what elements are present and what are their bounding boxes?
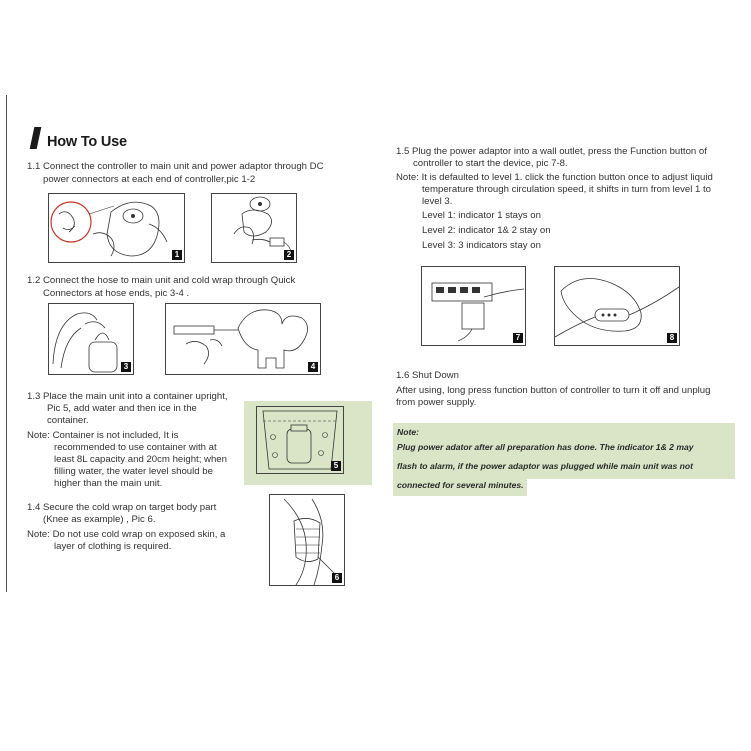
note-2-line-2: layer of clothing is required. xyxy=(54,541,172,552)
picture-4 xyxy=(165,303,321,375)
section-1-6-line-2: from power supply. xyxy=(396,397,477,408)
note-2-line-1: Note: Do not use cold wrap on exposed skin, a xyxy=(27,529,226,540)
note-3-line-3: level 3. xyxy=(422,196,453,207)
note-3-line-2: temperature through circulation speed, it shifts in turn from level 1 to xyxy=(422,184,712,195)
controller-to-unit-illustration xyxy=(49,194,184,262)
picture-1 xyxy=(48,193,185,263)
note-box-line-2: flash to alarm, if the power adaptor was plugged while main unit was not xyxy=(397,461,694,471)
section-1-3-line-2: Pic 5, add water and then ice in the xyxy=(47,403,197,414)
picture-7-number: 7 xyxy=(513,333,523,343)
cold-wrap-on-knee-illustration xyxy=(270,495,344,585)
page-title: How To Use xyxy=(47,134,127,150)
controller-in-hand-illustration xyxy=(555,267,679,345)
level-3-text: Level 3: 3 indicators stay on xyxy=(422,240,541,251)
section-1-2-line-2: Connectors at hose ends, pic 3-4 . xyxy=(43,288,190,299)
note-box-line-3: connected for several minutes. xyxy=(397,480,524,490)
picture-4-number: 4 xyxy=(308,362,318,372)
section-1-2-line-1: 1.2 Connect the hose to main unit and cold wrap through Quick xyxy=(27,275,296,286)
section-1-5-line-2: controller to start the device, pic 7-8. xyxy=(413,158,568,169)
note-1-line-1: Note: Container is not included, It is xyxy=(27,430,179,441)
picture-6-number: 6 xyxy=(332,573,342,583)
note-box-label: Note: xyxy=(397,427,419,437)
note-1-line-5: higher than the main unit. xyxy=(54,478,163,489)
picture-3 xyxy=(48,303,134,375)
picture-6 xyxy=(269,494,345,586)
note-box-line-1: Plug power adator after all preparation has done. The indicator 1& 2 may xyxy=(397,442,694,452)
picture-2-number: 2 xyxy=(284,250,294,260)
picture-1-number: 1 xyxy=(172,250,182,260)
note-1-line-4: filling water, the water level should be xyxy=(54,466,213,477)
note-3-line-1: Note: It is defaulted to level 1. click the function button once to adjust liquid xyxy=(396,172,713,183)
section-1-3-line-1: 1.3 Place the main unit into a container upright, xyxy=(27,391,228,402)
section-1-5-line-1: 1.5 Plug the power adaptor into a wall outlet, press the Function button of xyxy=(396,146,707,157)
picture-5 xyxy=(256,406,344,474)
note-1-line-3: least 8L capacity and 20cm height; when xyxy=(54,454,227,465)
left-margin-rule xyxy=(6,95,7,592)
picture-8-number: 8 xyxy=(667,333,677,343)
level-2-text: Level 2: indicator 1& 2 stay on xyxy=(422,225,551,236)
section-1-4-line-1: 1.4 Secure the cold wrap on target body part xyxy=(27,502,217,513)
picture-8 xyxy=(554,266,680,346)
wall-outlet-illustration xyxy=(422,267,525,345)
section-1-3-line-3: container. xyxy=(47,415,89,426)
section-1-1-line-1: 1.1 Connect the controller to main unit and power adaptor through DC xyxy=(27,161,324,172)
picture-3-number: 3 xyxy=(121,362,131,372)
section-1-6-line-1: After using, long press function button of controller to turn it off and unplug xyxy=(396,385,711,396)
section-1-6-title: 1.6 Shut Down xyxy=(396,370,459,381)
section-1-4-line-2: (Knee as example) , Pic 6. xyxy=(43,514,156,525)
section-1-1-line-2: power connectors at each end of controller,pic 1-2 xyxy=(43,174,256,185)
picture-7 xyxy=(421,266,526,346)
hose-to-cold-wrap-illustration xyxy=(166,304,320,374)
note-1-line-2: recommended to use container with at xyxy=(54,442,217,453)
title-roman-numeral-bar xyxy=(30,127,42,149)
picture-2 xyxy=(211,193,297,263)
picture-5-number: 5 xyxy=(331,461,341,471)
level-1-text: Level 1: indicator 1 stays on xyxy=(422,210,541,221)
